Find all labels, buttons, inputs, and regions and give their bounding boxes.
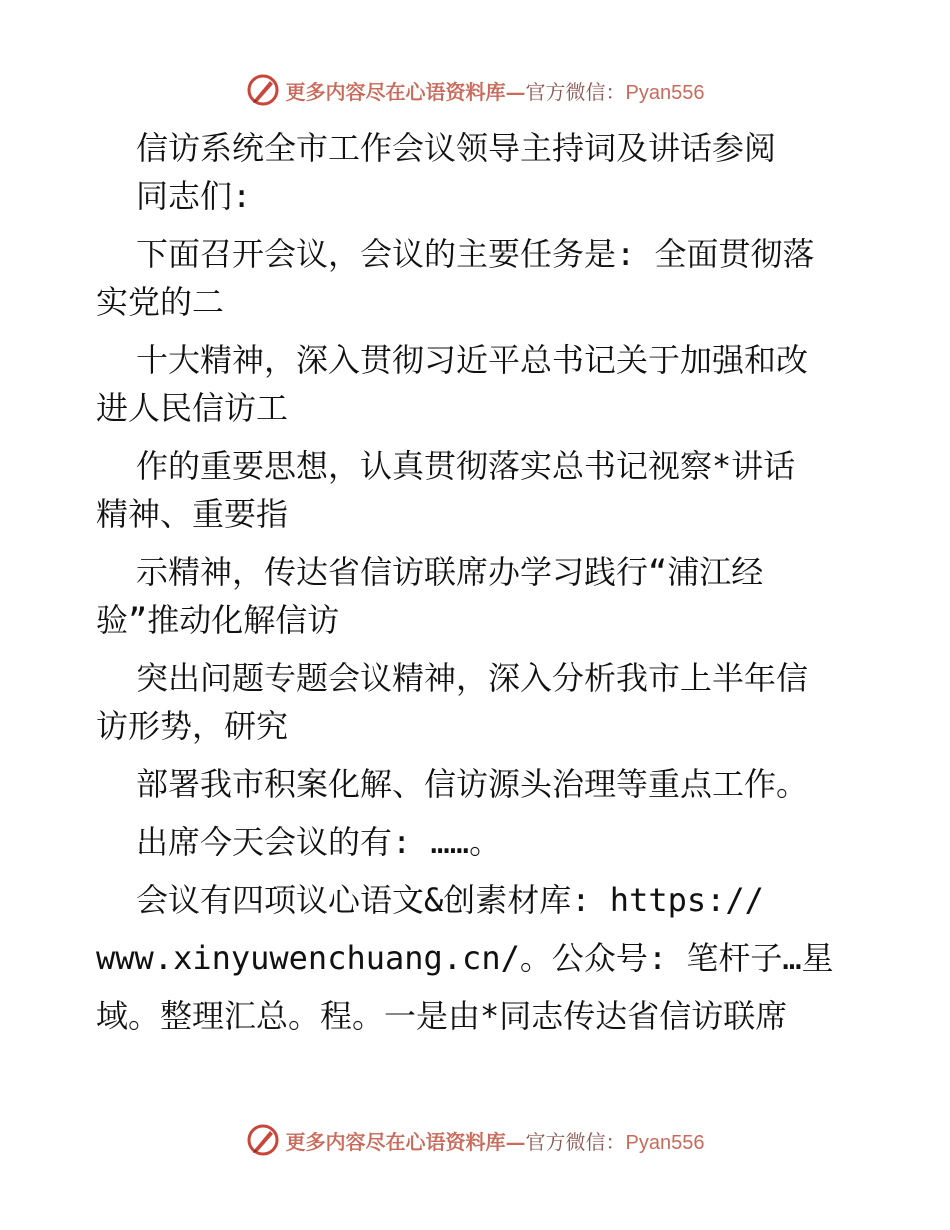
banner-wechat-id: Pyan556 (625, 81, 705, 104)
footer-banner (0, 1120, 950, 1160)
paragraph-line: 会议有四项议心语文&创素材库: https:// (136, 881, 764, 919)
banner-text: 更多内容尽在心语资料库— (285, 79, 526, 104)
paragraph-line: 作的重要思想，认真贯彻落实总书记视察*讲话 (136, 447, 796, 485)
document-body (96, 124, 856, 1040)
paragraph-line: 精神、重要指 (96, 495, 289, 533)
document-title: 信访系统全市工作会议领导主持词及讲话参阅 (136, 129, 777, 167)
salutation: 同志们: (136, 177, 252, 215)
banner-wechat-id: Pyan556 (625, 1131, 705, 1154)
pen-logo-icon (246, 73, 280, 107)
paragraph-line: 访形势，研究 (96, 707, 289, 745)
paragraph-line: 进人民信访工 (96, 389, 289, 427)
paragraph-line: 突出问题专题会议精神，深入分析我市上半年信 (136, 659, 809, 697)
paragraph-line: 实党的二 (96, 283, 225, 321)
paragraph-line: 示精神，传达省信访联席办学习践行“浦江经 (136, 553, 764, 591)
pen-logo-icon (246, 1123, 280, 1157)
header-banner (0, 70, 950, 110)
banner-wechat-label: 官方微信： (525, 1129, 626, 1154)
banner-wechat-label: 官方微信： (525, 79, 626, 104)
paragraph-line: www.xinyuwenchuang.cn/。公众号: 笔杆子…星 (96, 939, 834, 977)
banner-text: 更多内容尽在心语资料库— (285, 1129, 526, 1154)
paragraph-line: 验”推动化解信访 (96, 601, 340, 639)
paragraph-line: 下面召开会议，会议的主要任务是: 全面贯彻落 (136, 235, 815, 273)
paragraph-line: 十大精神，深入贯彻习近平总书记关于加强和改 (136, 341, 809, 379)
paragraph-line: 部署我市积案化解、信访源头治理等重点工作。 (136, 765, 809, 803)
paragraph-line: 域。整理汇总。程。一是由*同志传达省信访联席 (96, 997, 788, 1035)
paragraph-line: 出席今天会议的有: ……。 (136, 823, 502, 861)
